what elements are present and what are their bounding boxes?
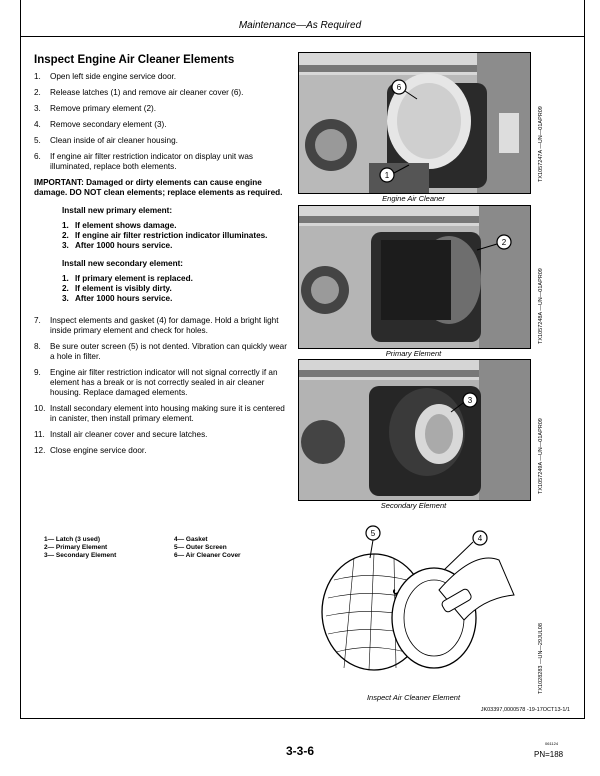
figure-caption: Primary Element — [385, 349, 442, 358]
list-item: 6. If engine air filter restriction indicator on display unit was illuminated, replace both elements. — [34, 152, 253, 171]
list-item: 10. Install secondary element into housing making sure it is centered in canister, then install primary element. — [34, 404, 285, 423]
figure-caption: Engine Air Cleaner — [382, 194, 445, 203]
list-item: 9. Engine air filter restriction indicator will not signal correctly if an element has a break or is not correctly sealed in air cleaner housing. Replace damaged elements. — [34, 368, 278, 397]
callout-3: 3 — [467, 396, 473, 405]
list-item: 11. Install air cleaner cover and secure latches. — [34, 430, 208, 439]
callout-5: 5 — [370, 529, 376, 538]
page-number: 3-3-6 — [285, 744, 314, 758]
legend-item: 3— Secondary Element — [44, 552, 117, 559]
figure-code: TX1057248A —UN—01APR09 — [538, 268, 544, 344]
pn-label: PN=188 — [534, 750, 564, 759]
figure-engine-air-cleaner — [298, 52, 531, 194]
list-item: 3. Remove primary element (2). — [34, 104, 157, 113]
legend-item: 5— Outer Screen — [174, 544, 227, 551]
engine-air-cleaner-photo — [299, 53, 530, 193]
steps-list-a — [34, 72, 292, 172]
figure-code: TX1057247A —UN—01APR09 — [538, 106, 544, 182]
header-right-tick — [584, 0, 585, 36]
list-item: 5. Clean inside of air cleaner housing. — [34, 136, 178, 145]
list-item: 3. After 1000 hours service. — [62, 294, 173, 303]
callout-6: 6 — [396, 83, 402, 92]
footer-rule — [20, 718, 585, 719]
page-header: Maintenance—As Required — [238, 20, 362, 31]
instructions-column — [34, 54, 292, 462]
primary-element-photo — [299, 206, 530, 348]
parts-legend — [44, 536, 294, 560]
figure-secondary-element — [298, 359, 531, 501]
inspect-element-drawing — [314, 520, 529, 680]
list-item: 8. Be sure outer screen (5) is not dented. Vibration can quickly wear a hole in filter. — [34, 342, 287, 361]
list-item: 1. Open left side engine service door. — [34, 72, 177, 81]
legend-item: 2— Primary Element — [44, 544, 108, 551]
left-border — [20, 36, 21, 718]
list-item: 2. If engine air filter restriction indicator illuminates. — [62, 231, 268, 240]
primary-criteria-list — [62, 221, 292, 251]
callout-4: 4 — [477, 534, 483, 543]
list-item: 3. After 1000 hours service. — [62, 241, 173, 250]
header-left-tick — [20, 0, 21, 36]
figure-primary-element — [298, 205, 531, 349]
figure-caption: Secondary Element — [380, 501, 447, 510]
list-item: 2. Release latches (1) and remove air cleaner cover (6). — [34, 88, 244, 97]
figure-caption: Inspect Air Cleaner Element — [366, 693, 461, 702]
secondary-heading: Install new secondary element: — [62, 259, 184, 268]
pn-code: 061124 — [545, 741, 559, 746]
legend-item: 6— Air Cleaner Cover — [174, 552, 241, 559]
list-item: 12. Close engine service door. — [34, 446, 147, 455]
document-reference: JK03397,0000578 -19-17OCT13-1/1 — [480, 707, 570, 713]
figure-code: TX1028283 —UN—29JUL08 — [538, 623, 544, 694]
header-rule — [20, 36, 585, 37]
figure-inspect-element — [314, 520, 529, 680]
list-item: 4. Remove secondary element (3). — [34, 120, 167, 129]
secondary-criteria-list — [62, 274, 292, 304]
secondary-element-photo — [299, 360, 530, 500]
figure-code: TX1057249A —UN—01APR09 — [538, 418, 544, 494]
section-title: Inspect Engine Air Cleaner Elements — [34, 54, 235, 66]
list-item: 7. Inspect elements and gasket (4) for damage. Hold a bright light inside primary element and check for holes. — [34, 316, 279, 335]
legend-item: 4— Gasket — [174, 536, 208, 543]
right-border — [584, 36, 585, 718]
steps-list-b — [34, 316, 292, 456]
legend-item: 1— Latch (3 used) — [44, 536, 100, 543]
list-item: 2. If element is visibly dirty. — [62, 284, 172, 293]
callout-1: 1 — [384, 171, 390, 180]
list-item: 1. If element shows damage. — [62, 221, 177, 230]
important-notice: IMPORTANT: Damaged or dirty elements can cause engine damage. DO NOT clean elements; replace elements as required. — [34, 178, 283, 197]
primary-heading: Install new primary element: — [62, 206, 173, 215]
callout-2: 2 — [501, 238, 507, 247]
list-item: 1. If primary element is replaced. — [62, 274, 193, 283]
